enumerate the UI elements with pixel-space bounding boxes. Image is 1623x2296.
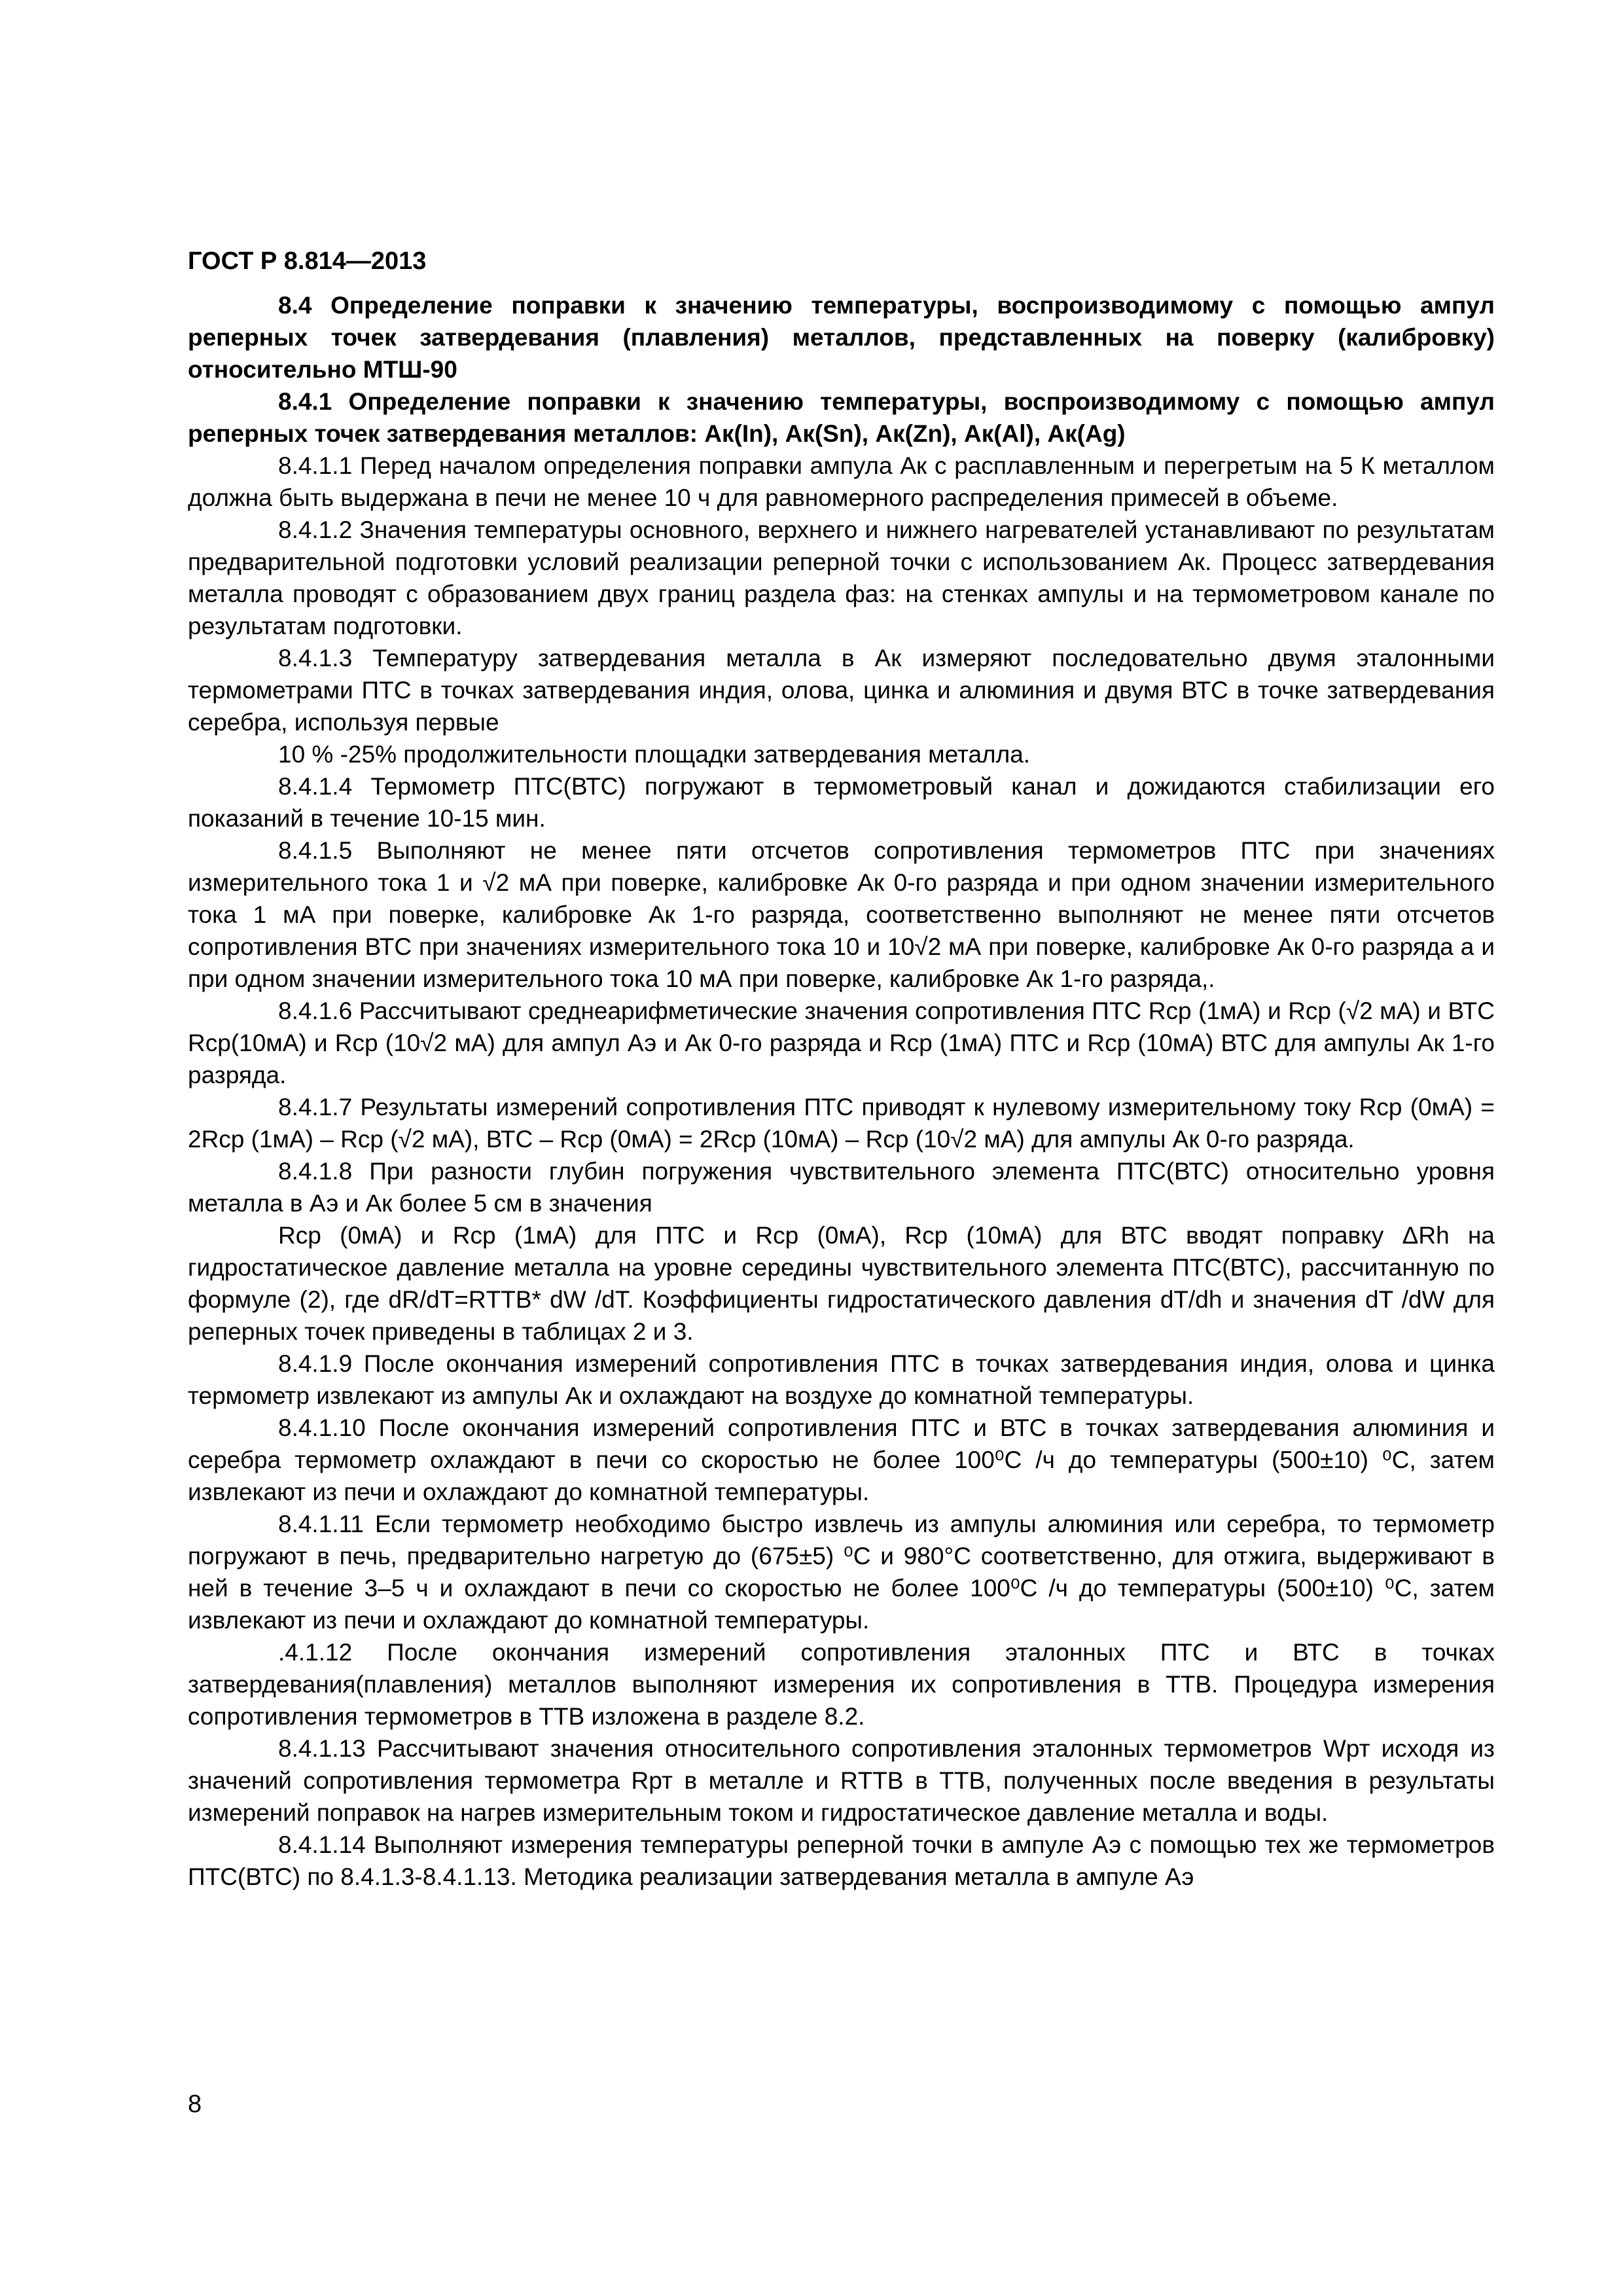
paragraph: 8.4.1.2 Значения температуры основного, верхнего и нижнего нагревателей устанавливают по результатам предварительной подготовки условий реализации реперной точки с использованием Ак. Процесс затвердевания металла проводят с образованием двух границ раздела фаз: на стенках ампулы и на термометровом канале по результатам подготовки.	[188, 516, 1495, 639]
paragraph: 10 % -25% продолжительности площадки затвердевания металла.	[278, 741, 1031, 768]
paragraph: 8.4.1.7 Результаты измерений сопротивления ПТС приводят к нулевому измерительному току Rср (0мА) = 2Rср (1мА) – Rср (√2 мА), ВТС – Rср (0мА) = 2Rср (10мА) – Rср (10√2 мА) для ампулы Ак 0-го разряда.	[188, 1094, 1495, 1153]
paragraph: 8.4.1.8 При разности глубин погружения чувствительного элемента ПТС(ВТС) относительно уровня металла в Аэ и Ак более 5 см в значения	[188, 1158, 1495, 1217]
paragraph: 8.4.1 Определение поправки к значению температуры, воспроизводимому с помощью ампул реперных точек затвердевания металлов: Ак(In), Ак(Sn), Ак(Zn), Ак(Al), Ак(Ag)	[188, 388, 1495, 447]
paragraph: 8.4.1.9 После окончания измерений сопротивления ПТС в точках затвердевания индия, олова и цинка термометр извлекают из ампулы Ак и охлаждают на воздухе до комнатной температуры.	[188, 1350, 1495, 1409]
document-body	[188, 289, 1495, 1893]
paragraph: Rср (0мА) и Rср (1мА) для ПТС и Rср (0мА), Rср (10мА) для ВТС вводят поправку ΔRh на гидростатическое давление металла на уровне середины чувствительного элемента ПТС(ВТС), рассчитанную по формуле (2), где dR/dT=RТТВ* dW /dT. Коэффициенты гидростатического давления dT/dh и значения dT /dW для реперных точек приведены в таблицах 2 и 3.	[188, 1222, 1495, 1345]
paragraph: 8.4.1.13 Рассчитывают значения относительного сопротивления эталонных термометров Wрт исходя из значений сопротивления термометра Rрт в металле и RТТВ в ТТВ, полученных после введения в результаты измерений поправок на нагрев измерительным током и гидростатическое давление металла и воды.	[188, 1735, 1495, 1826]
paragraph: 8.4.1.4 Термометр ПТС(ВТС) погружают в термометровый канал и дожидаются стабилизации его показаний в течение 10-15 мин.	[188, 773, 1495, 832]
paragraph: 8.4.1.10 После окончания измерений сопротивления ПТС и ВТС в точках затвердевания алюминия и серебра термометр охлаждают в печи со скоростью не более 100⁰С /ч до температуры (500±10) ⁰С, затем извлекают из печи и охлаждают до комнатной температуры.	[188, 1414, 1495, 1505]
paragraph: .4.1.12 После окончания измерений сопротивления эталонных ПТС и ВТС в точках затвердевания(плавления) металлов выполняют измерения их сопротивления в ТТВ. Процедура измерения сопротивления термометров в ТТВ изложена в разделе 8.2.	[188, 1639, 1495, 1730]
paragraph: 8.4.1.3 Температуру затвердевания металла в Ак измеряют последовательно двумя эталонными термометрами ПТС в точках затвердевания индия, олова, цинка и алюминия и двумя ВТС в точке затвердевания серебра, используя первые	[188, 645, 1495, 736]
page-number: 8	[188, 2090, 202, 2118]
paragraph: 8.4.1.6 Рассчитывают среднеарифметические значения сопротивления ПТС Rср (1мА) и Rср (√2 мА) и ВТС Rср(10мА) и Rср (10√2 мА) для ампул Аэ и Ак 0-го разряда и Rср (1мА) ПТС и Rср (10мА) ВТС для ампулы Ак 1-го разряда.	[188, 997, 1495, 1088]
paragraph: 8.4.1.14 Выполняют измерения температуры реперной точки в ампуле Аэ с помощью тех же термометров ПТС(ВТС) по 8.4.1.3-8.4.1.13. Методика реализации затвердевания металла в ампуле Аэ	[188, 1831, 1495, 1890]
paragraph: 8.4 Определение поправки к значению температуры, воспроизводимому с помощью ампул реперных точек затвердевания (плавления) металлов, представленных на поверку (калибровку) относительно МТШ-90	[188, 292, 1495, 383]
paragraph: 8.4.1.1 Перед началом определения поправки ампула Ак с расплавленным и перегретым на 5 К металлом должна быть выдержана в печи не менее 10 ч для равномерного распределения примесей в объеме.	[188, 452, 1495, 511]
paragraph: 8.4.1.5 Выполняют не менее пяти отсчетов сопротивления термометров ПТС при значениях измерительного тока 1 и √2 мА при поверке, калибровке Ак 0-го разряда и при одном значении измерительного тока 1 мА при поверке, калибровке Ак 1-го разряда, соответственно выполняют не менее пяти отсчетов сопротивления ВТС при значениях измерительного тока 10 и 10√2 мА при поверке, калибровке Ак 0-го разряда а и при одном значении измерительного тока 10 мА при поверке, калибровке Ак 1-го разряда,.	[188, 837, 1495, 992]
document-header: ГОСТ Р 8.814—2013	[188, 247, 427, 275]
paragraph: 8.4.1.11 Если термометр необходимо быстро извлечь из ампулы алюминия или серебра, то термометр погружают в печь, предварительно нагретую до (675±5) ⁰С и 980°С соответственно, для отжига, выдерживают в ней в течение 3–5 ч и охлаждают в печи со скоростью не более 100⁰С /ч до температуры (500±10) ⁰С, затем извлекают из печи и охлаждают до комнатной температуры.	[188, 1511, 1495, 1634]
